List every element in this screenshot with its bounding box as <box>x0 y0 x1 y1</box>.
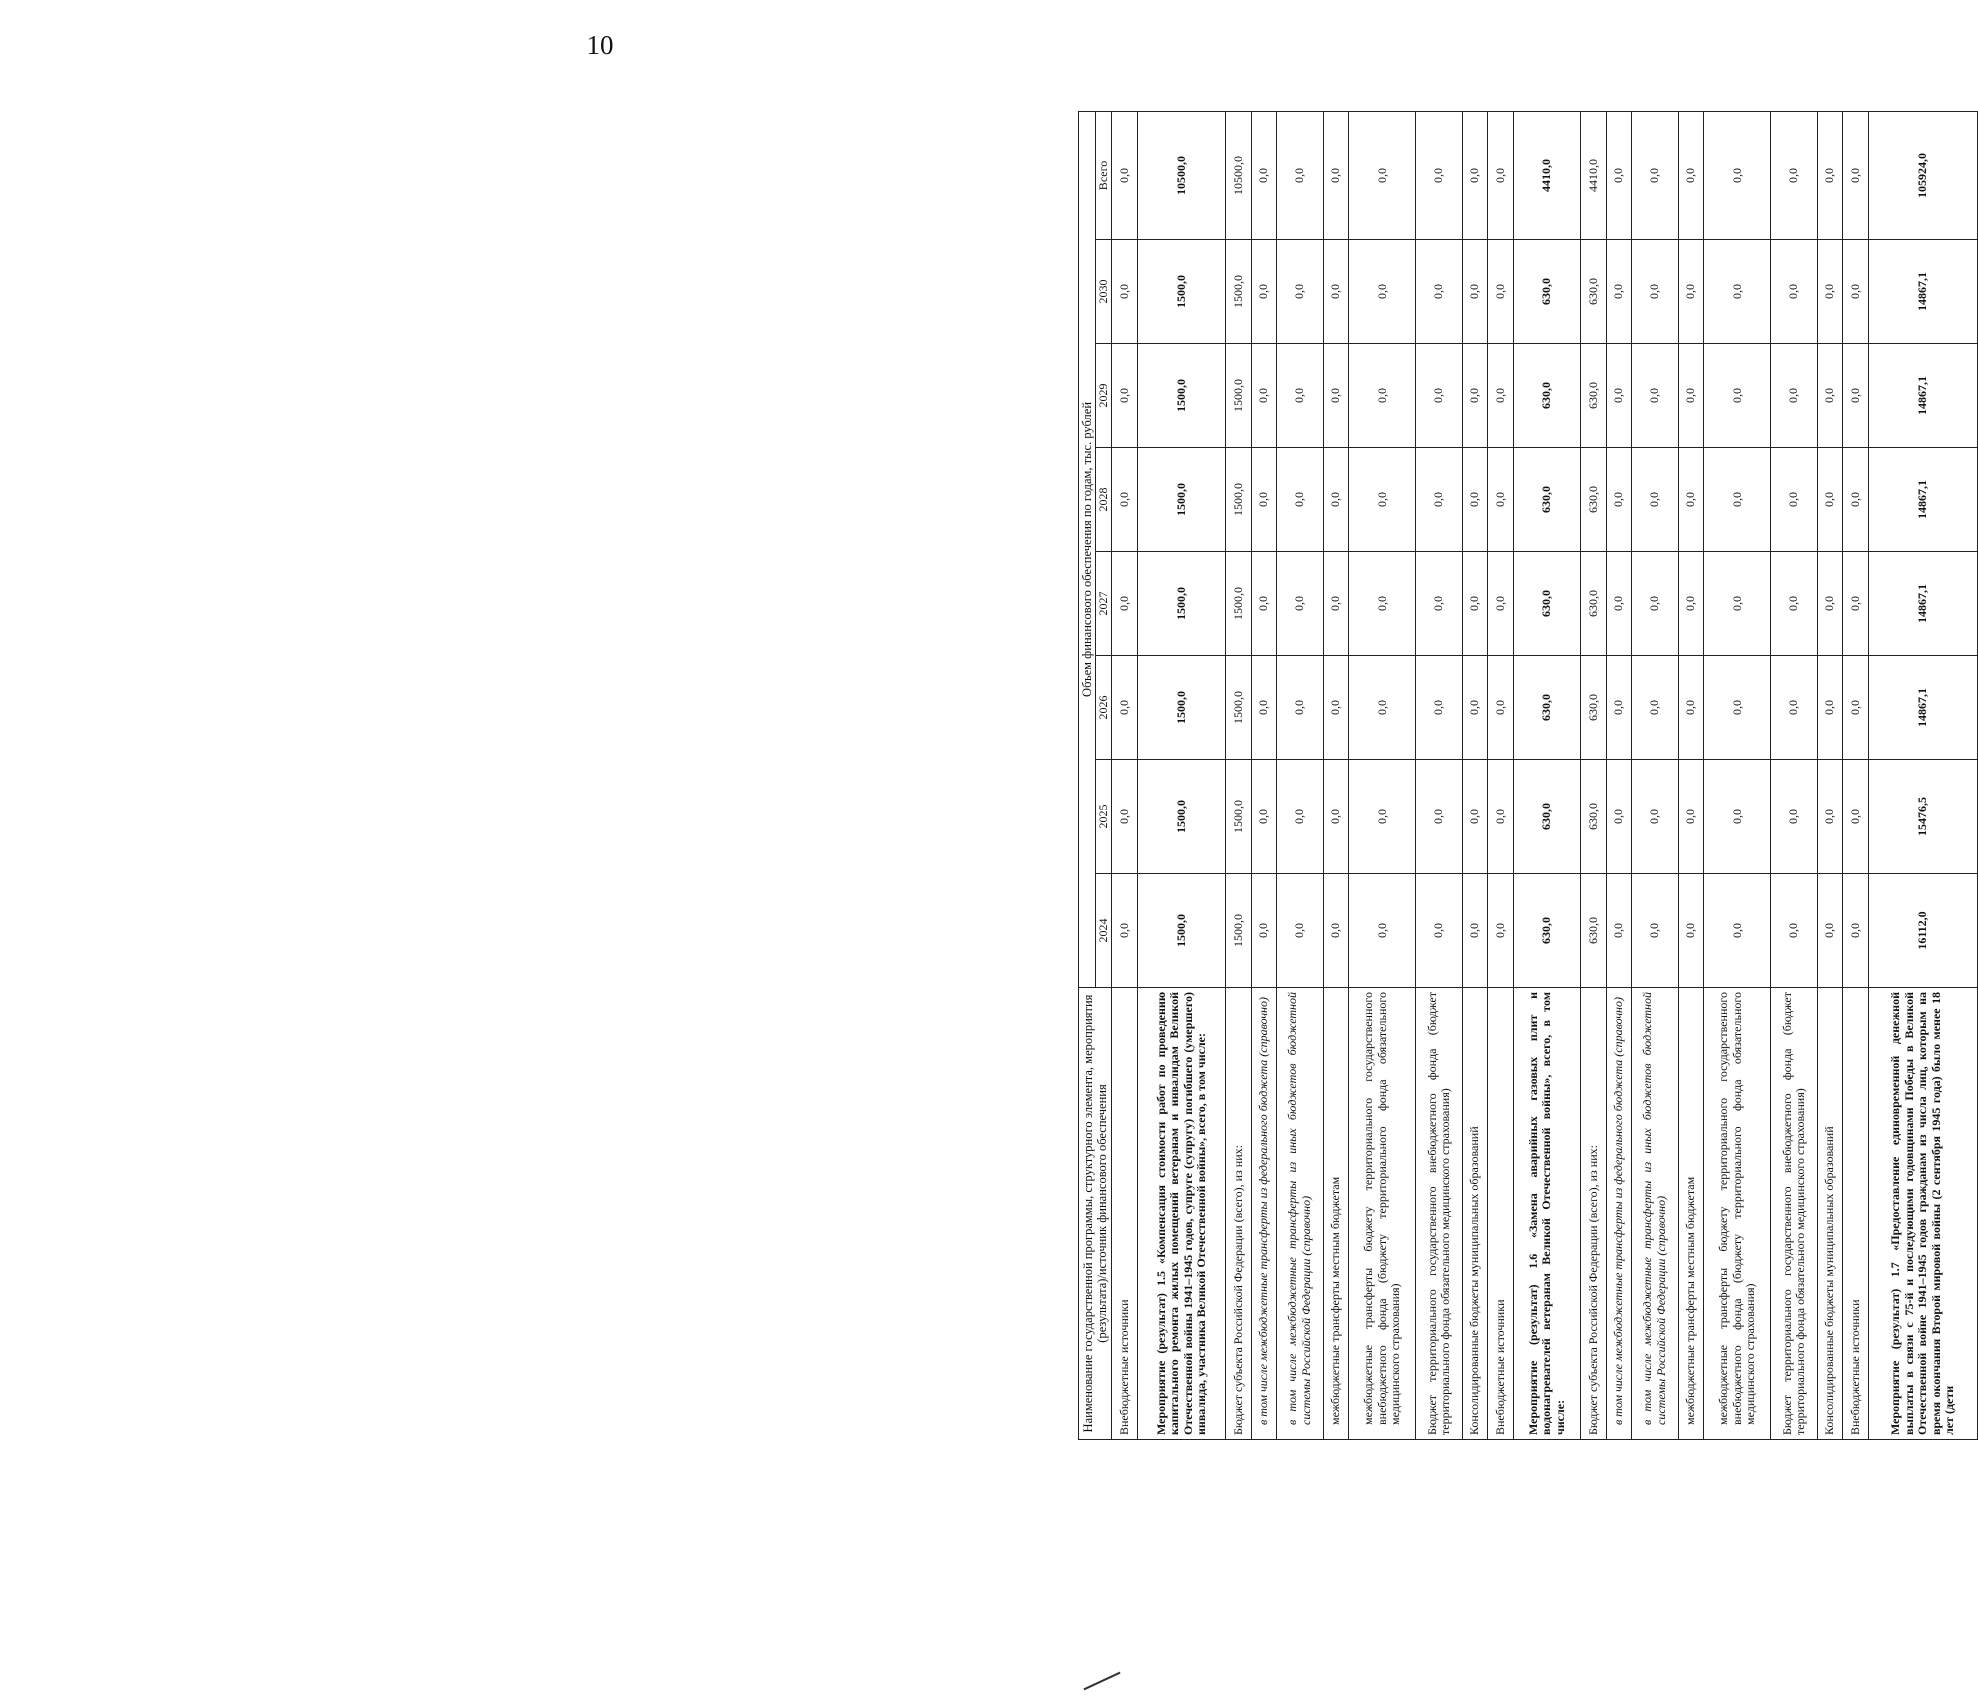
row-value: 0,0 <box>1251 552 1277 656</box>
row-value: 0,0 <box>1462 760 1488 874</box>
row-value: 1500,0 <box>1226 344 1252 448</box>
row-value: 1500,0 <box>1226 760 1252 874</box>
table-row <box>1843 111 1869 1439</box>
row-value: 1500,0 <box>1137 448 1225 552</box>
table-row <box>1513 111 1580 1439</box>
row-value: 0,0 <box>1277 240 1323 344</box>
row-value: 0,0 <box>1817 448 1843 552</box>
row-value: 0,0 <box>1323 552 1349 656</box>
row-value: 630,0 <box>1513 874 1580 988</box>
row-value: 0,0 <box>1416 344 1462 448</box>
row-value: 0,0 <box>1416 656 1462 760</box>
year-header: 2030 <box>1096 240 1112 344</box>
row-value: 630,0 <box>1581 240 1607 344</box>
row-value: 10500,0 <box>1137 111 1225 239</box>
row-value: 0,0 <box>1349 111 1416 239</box>
row-name: Мероприятие (результат) 1.7 «Предоставление единовременной денежной выплаты в связи с 75-й и последующими годовщинами Победы в Великой Отечественной войне 1941–1945 годов гражданам из числа лиц, которым на время окончания Второй мировой войны (2 сентября 1945 года) было менее 18 лет (дети <box>1868 988 1977 1440</box>
row-value: 0,0 <box>1277 874 1323 988</box>
year-header: Всего <box>1096 111 1112 239</box>
row-value: 0,0 <box>1843 874 1869 988</box>
row-value: 0,0 <box>1771 656 1817 760</box>
row-value: 0,0 <box>1488 760 1514 874</box>
row-value: 0,0 <box>1817 344 1843 448</box>
row-name: Бюджет субъекта Российской Федерации (всего), из них: <box>1226 988 1252 1440</box>
row-value: 0,0 <box>1678 240 1704 344</box>
year-header: 2028 <box>1096 448 1112 552</box>
row-value: 0,0 <box>1771 874 1817 988</box>
row-value: 0,0 <box>1251 448 1277 552</box>
row-value: 0,0 <box>1349 874 1416 988</box>
row-value: 0,0 <box>1771 760 1817 874</box>
row-value: 0,0 <box>1632 240 1678 344</box>
year-header: 2029 <box>1096 344 1112 448</box>
row-value: 0,0 <box>1462 448 1488 552</box>
row-value: 0,0 <box>1606 656 1632 760</box>
row-value: 0,0 <box>1112 552 1138 656</box>
row-value: 0,0 <box>1416 240 1462 344</box>
row-value: 0,0 <box>1817 552 1843 656</box>
row-value: 0,0 <box>1606 760 1632 874</box>
row-value: 0,0 <box>1771 552 1817 656</box>
row-value: 1500,0 <box>1137 760 1225 874</box>
row-value: 0,0 <box>1112 656 1138 760</box>
row-value: 0,0 <box>1323 760 1349 874</box>
row-value: 0,0 <box>1349 552 1416 656</box>
row-name: Консолидированные бюджеты муниципальных образований <box>1462 988 1488 1440</box>
row-name: в том числе межбюджетные трансферты из федерального бюджета (справочно) <box>1606 988 1632 1440</box>
row-value: 0,0 <box>1771 111 1817 239</box>
row-name: Бюджет субъекта Российской Федерации (всего), из них: <box>1581 988 1607 1440</box>
row-value: 0,0 <box>1462 656 1488 760</box>
row-value: 0,0 <box>1817 874 1843 988</box>
row-value: 0,0 <box>1843 240 1869 344</box>
row-value: 0,0 <box>1678 760 1704 874</box>
row-value: 0,0 <box>1678 874 1704 988</box>
row-value: 630,0 <box>1513 240 1580 344</box>
row-value: 0,0 <box>1632 111 1678 239</box>
row-value: 0,0 <box>1704 448 1771 552</box>
row-value: 0,0 <box>1678 552 1704 656</box>
row-value: 0,0 <box>1349 344 1416 448</box>
row-name: Мероприятие (результат) 1.6 «Замена аварийных газовых плит и водонагревателей ветеранам Великой Отечественной войны», всего, в том числе: <box>1513 988 1580 1440</box>
row-value: 0,0 <box>1843 344 1869 448</box>
row-value: 0,0 <box>1632 552 1678 656</box>
row-value: 0,0 <box>1771 344 1817 448</box>
header-row-1 <box>1079 111 1096 1439</box>
page-number: 10 <box>586 30 614 60</box>
row-value: 0,0 <box>1349 656 1416 760</box>
row-value: 0,0 <box>1112 111 1138 239</box>
row-value: 630,0 <box>1581 448 1607 552</box>
row-value: 15476,5 <box>1868 760 1977 874</box>
row-value: 0,0 <box>1462 552 1488 656</box>
row-name: Внебюджетные источники <box>1488 988 1514 1440</box>
row-value: 630,0 <box>1513 656 1580 760</box>
table-row <box>1606 111 1632 1439</box>
row-value: 0,0 <box>1704 656 1771 760</box>
row-value: 0,0 <box>1817 760 1843 874</box>
row-value: 0,0 <box>1488 448 1514 552</box>
row-value: 0,0 <box>1632 344 1678 448</box>
header-name: Наименование государственной программы, структурного элемента, мероприятия (результата)/источник финансового обеспечения <box>1079 988 1112 1440</box>
row-value: 0,0 <box>1843 656 1869 760</box>
row-value: 630,0 <box>1513 344 1580 448</box>
table-row <box>1251 111 1277 1439</box>
row-value: 105924,0 <box>1868 111 1977 239</box>
row-value: 630,0 <box>1581 760 1607 874</box>
row-value: 16112,0 <box>1868 874 1977 988</box>
row-value: 0,0 <box>1349 760 1416 874</box>
row-value: 0,0 <box>1704 344 1771 448</box>
row-value: 0,0 <box>1112 240 1138 344</box>
row-value: 0,0 <box>1416 760 1462 874</box>
row-value: 0,0 <box>1462 874 1488 988</box>
row-value: 0,0 <box>1488 344 1514 448</box>
year-header: 2027 <box>1096 552 1112 656</box>
row-value: 0,0 <box>1323 656 1349 760</box>
row-value: 0,0 <box>1277 552 1323 656</box>
row-value: 0,0 <box>1606 874 1632 988</box>
row-value: 0,0 <box>1416 552 1462 656</box>
year-header: 2024 <box>1096 874 1112 988</box>
row-value: 1500,0 <box>1226 656 1252 760</box>
row-value: 0,0 <box>1817 240 1843 344</box>
row-value: 0,0 <box>1323 874 1349 988</box>
row-value: 0,0 <box>1462 240 1488 344</box>
row-value: 0,0 <box>1251 240 1277 344</box>
row-value: 0,0 <box>1606 344 1632 448</box>
table-row <box>1704 111 1771 1439</box>
row-value: 0,0 <box>1277 448 1323 552</box>
row-name: Консолидированные бюджеты муниципальных образований <box>1817 988 1843 1440</box>
row-name: в том числе межбюджетные трансферты из иных бюджетов бюджетной системы Российской Федерации (справочно) <box>1632 988 1678 1440</box>
row-value: 0,0 <box>1771 448 1817 552</box>
row-name: в том числе межбюджетные трансферты из иных бюджетов бюджетной системы Российской Федерации (справочно) <box>1277 988 1323 1440</box>
row-value: 0,0 <box>1349 448 1416 552</box>
row-value: 0,0 <box>1678 344 1704 448</box>
row-value: 0,0 <box>1606 448 1632 552</box>
row-value: 0,0 <box>1632 874 1678 988</box>
row-name: Внебюджетные источники <box>1112 988 1138 1440</box>
row-name: Бюджет территориального государственного внебюджетного фонда (бюджет территориального фонда обязательного медицинского страхования) <box>1771 988 1817 1440</box>
row-name: Бюджет территориального государственного внебюджетного фонда (бюджет территориального фонда обязательного медицинского страхования) <box>1416 988 1462 1440</box>
table-row <box>1112 111 1138 1439</box>
row-value: 4410,0 <box>1513 111 1580 239</box>
row-value: 1500,0 <box>1226 240 1252 344</box>
row-value: 0,0 <box>1251 344 1277 448</box>
row-value: 0,0 <box>1771 240 1817 344</box>
row-name: Внебюджетные источники <box>1843 988 1869 1440</box>
row-value: 0,0 <box>1704 111 1771 239</box>
row-value: 1500,0 <box>1226 448 1252 552</box>
row-value: 1500,0 <box>1137 874 1225 988</box>
row-value: 1500,0 <box>1137 240 1225 344</box>
row-value: 0,0 <box>1678 111 1704 239</box>
row-value: 0,0 <box>1112 874 1138 988</box>
row-value: 0,0 <box>1488 240 1514 344</box>
year-header: 2026 <box>1096 656 1112 760</box>
table-row <box>1632 111 1678 1439</box>
row-value: 1500,0 <box>1137 552 1225 656</box>
row-value: 0,0 <box>1323 344 1349 448</box>
row-value: 14867,1 <box>1868 240 1977 344</box>
row-value: 0,0 <box>1704 552 1771 656</box>
row-value: 0,0 <box>1323 240 1349 344</box>
row-value: 1500,0 <box>1137 656 1225 760</box>
row-value: 0,0 <box>1416 448 1462 552</box>
row-value: 0,0 <box>1488 874 1514 988</box>
row-value: 0,0 <box>1843 552 1869 656</box>
row-value: 0,0 <box>1251 656 1277 760</box>
row-value: 0,0 <box>1704 874 1771 988</box>
table-body <box>1112 111 1978 1439</box>
table-row <box>1488 111 1514 1439</box>
row-name: межбюджетные трансферты местным бюджетам <box>1678 988 1704 1440</box>
table-row <box>1817 111 1843 1439</box>
row-value: 0,0 <box>1462 111 1488 239</box>
row-value: 1500,0 <box>1226 552 1252 656</box>
row-value: 0,0 <box>1678 656 1704 760</box>
row-value: 14867,1 <box>1868 552 1977 656</box>
table-row <box>1416 111 1462 1439</box>
table-row <box>1349 111 1416 1439</box>
row-name: Мероприятие (результат) 1.5 «Компенсация стоимости работ по проведению капитального ремонта жилых помещений ветеранам и инвалидам Великой Отечественной войны 1941–1945 годов, супруге (супругу) погибшего (умершего) инвалида, участника Великой Отечественной войны», всего, в том числе: <box>1137 988 1225 1440</box>
table-row <box>1277 111 1323 1439</box>
row-value: 0,0 <box>1323 448 1349 552</box>
row-value: 630,0 <box>1513 552 1580 656</box>
row-value: 10500,0 <box>1226 111 1252 239</box>
row-value: 0,0 <box>1632 760 1678 874</box>
table-row <box>1868 111 1977 1439</box>
row-name: межбюджетные трансферты местным бюджетам <box>1323 988 1349 1440</box>
row-value: 0,0 <box>1416 111 1462 239</box>
row-value: 0,0 <box>1606 111 1632 239</box>
row-value: 1500,0 <box>1226 874 1252 988</box>
rotated-table-block <box>1078 112 1978 1440</box>
row-value: 14867,1 <box>1868 656 1977 760</box>
row-value: 1500,0 <box>1137 344 1225 448</box>
row-name: межбюджетные трансферты бюджету территориального государственного внебюджетного фонда (бюджету территориального фонда обязательного медицинского страхования) <box>1349 988 1416 1440</box>
row-value: 630,0 <box>1513 760 1580 874</box>
row-value: 14867,1 <box>1868 448 1977 552</box>
scan-mark <box>1083 1672 1120 1691</box>
header-volume: Объем финансового обеспечения по годам, тыс. рублей <box>1079 111 1096 987</box>
year-header: 2025 <box>1096 760 1112 874</box>
row-value: 4410,0 <box>1581 111 1607 239</box>
row-value: 0,0 <box>1606 552 1632 656</box>
row-value: 0,0 <box>1277 344 1323 448</box>
row-name: межбюджетные трансферты бюджету территориального государственного внебюджетного фонда (бюджету территориального фонда обязательного медицинского страхования) <box>1704 988 1771 1440</box>
row-value: 0,0 <box>1112 760 1138 874</box>
table-row <box>1323 111 1349 1439</box>
financing-table <box>1078 111 1978 1440</box>
row-value: 630,0 <box>1581 656 1607 760</box>
row-value: 0,0 <box>1704 240 1771 344</box>
row-value: 0,0 <box>1277 656 1323 760</box>
row-value: 0,0 <box>1251 874 1277 988</box>
row-value: 0,0 <box>1817 656 1843 760</box>
row-value: 630,0 <box>1581 874 1607 988</box>
row-value: 630,0 <box>1581 344 1607 448</box>
row-value: 0,0 <box>1843 760 1869 874</box>
table-row <box>1462 111 1488 1439</box>
row-value: 0,0 <box>1277 111 1323 239</box>
row-value: 0,0 <box>1462 344 1488 448</box>
row-value: 0,0 <box>1632 448 1678 552</box>
row-value: 0,0 <box>1112 448 1138 552</box>
row-value: 0,0 <box>1251 111 1277 239</box>
row-value: 0,0 <box>1251 760 1277 874</box>
row-value: 0,0 <box>1704 760 1771 874</box>
row-value: 0,0 <box>1488 552 1514 656</box>
row-value: 0,0 <box>1843 111 1869 239</box>
row-value: 0,0 <box>1488 656 1514 760</box>
row-value: 0,0 <box>1488 111 1514 239</box>
table-row <box>1226 111 1252 1439</box>
row-value: 0,0 <box>1416 874 1462 988</box>
row-value: 630,0 <box>1513 448 1580 552</box>
row-name: в том числе межбюджетные трансферты из федерального бюджета (справочно) <box>1251 988 1277 1440</box>
table-row <box>1137 111 1225 1439</box>
row-value: 0,0 <box>1323 111 1349 239</box>
row-value: 0,0 <box>1606 240 1632 344</box>
table-row <box>1678 111 1704 1439</box>
row-value: 0,0 <box>1349 240 1416 344</box>
row-value: 0,0 <box>1277 760 1323 874</box>
table-row <box>1581 111 1607 1439</box>
row-value: 0,0 <box>1843 448 1869 552</box>
row-value: 0,0 <box>1678 448 1704 552</box>
row-value: 630,0 <box>1581 552 1607 656</box>
row-value: 0,0 <box>1112 344 1138 448</box>
row-value: 14867,1 <box>1868 344 1977 448</box>
row-value: 0,0 <box>1817 111 1843 239</box>
table-row <box>1771 111 1817 1439</box>
row-value: 0,0 <box>1632 656 1678 760</box>
